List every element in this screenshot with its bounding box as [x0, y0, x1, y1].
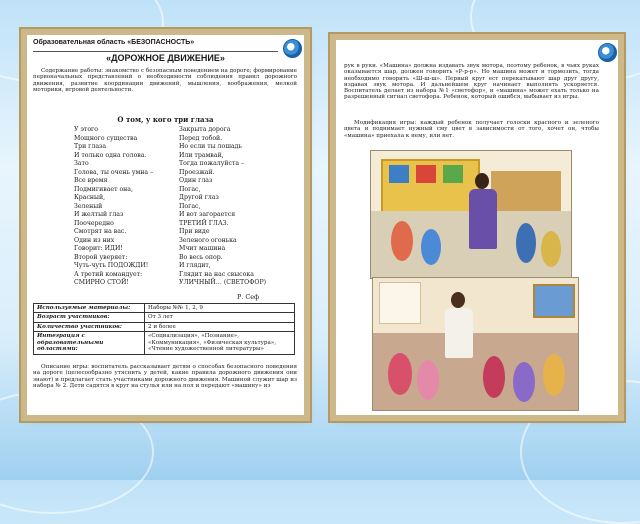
poem-line: Мчит машина [179, 245, 226, 252]
table-row [34, 332, 295, 354]
poem-line: Проезжай. [179, 168, 215, 176]
poem-line: Во весь опор. [179, 253, 223, 261]
poem-line: Погас, [179, 202, 201, 210]
child-figure [543, 354, 565, 396]
left-page [27, 35, 304, 415]
child-figure [421, 229, 441, 265]
poem-line: Другой глаз [179, 194, 219, 201]
poem-line: У этого [74, 126, 99, 133]
poem-line: СМИРНО СТОЙ! [74, 279, 129, 286]
logo-icon [598, 43, 617, 62]
poem-line: И вот загорается [179, 211, 236, 218]
teacher-body [469, 189, 497, 249]
poem-line: Чуть-чуть ПОДОЖДИ! [74, 262, 149, 269]
poem-line: Один глаз [179, 177, 213, 184]
window-shape [379, 282, 421, 324]
table-value: Наборы №№ 1, 2, 9 [145, 304, 295, 313]
poem-line: Поочередно [74, 219, 114, 227]
game-title: «ДОРОЖНОЕ ДВИЖЕНИЕ» [106, 53, 225, 63]
poem-line: А третий командует: [74, 270, 143, 278]
activity-photo [372, 277, 579, 411]
description-text: Содержание работы: знакомство с безопасным поведением на дороге; формирование первоначальных представлений о необходимости соблюдения правил дорожного движения, развитие координации движений, мышления, воображения, мелкой моторики, игровой деятельности. [33, 68, 297, 93]
table-key: Возраст участников: [34, 313, 145, 322]
poem-line: Глядит на нас свысока [179, 270, 254, 278]
poem-line: Закрыта дорога [179, 126, 231, 133]
right-page [336, 40, 618, 415]
table-value: «Социализация», «Познание», «Коммуникация», «Физическая культура», «Чтение художественной литературы» [145, 332, 295, 354]
poem-line: Зеленого огонька [179, 236, 237, 244]
shelf-shape [389, 165, 409, 183]
poem-line: Но если ты лошадь [179, 143, 242, 150]
game-description-text: Описание игры: воспитатель рассказывает детям о способах безопасного поведения на дороге (целесообразно утяснить у детей, какие правила дорожного движения они знают) и предлагает стать участниками дорожного движения. Машиной служит шар из набора № 2. Дети садятся в круг на стулья или на пол и передают «машину» из [33, 364, 297, 389]
table-key: Используемые материалы: [34, 304, 145, 313]
child-figure [391, 221, 413, 261]
child-figure [417, 360, 439, 400]
table-value: 2 и более [145, 322, 295, 331]
poem-line: УЛИЧНЫЙ… (СВЕТОФОР) [179, 279, 267, 286]
poem-line: Второй уверяет: [74, 253, 128, 261]
poem-line: Голова, ты очень умна – [74, 168, 154, 176]
poem-line: И только одна голова. [74, 151, 147, 159]
poem-left-column [74, 126, 174, 288]
header-rule [33, 51, 278, 52]
info-table [33, 303, 295, 355]
classroom-photo [370, 150, 572, 279]
shelf-shape [416, 165, 436, 183]
area-title: Образовательная область «БЕЗОПАСНОСТЬ» [33, 39, 195, 46]
teacher-head [475, 173, 489, 189]
poem-line: Говорит: ИДИ! [74, 245, 123, 252]
poem-line: И глядит, [179, 262, 211, 269]
poem-line: Один из них [74, 236, 115, 244]
poem-line: И желтый глаз [74, 211, 124, 218]
poem-line: Зеленый [74, 202, 103, 210]
picture-shape [533, 284, 575, 318]
shelf-shape [443, 165, 463, 183]
poem-line: Мощного существа [74, 134, 138, 142]
poem-line: Зато [74, 160, 89, 167]
child-figure [516, 223, 536, 263]
poem-line: Смотрят на вас. [74, 228, 127, 235]
table-row [34, 313, 295, 322]
poem-line: Или трамвай, [179, 151, 224, 159]
child-figure [541, 231, 561, 267]
poem-line: Все время [74, 177, 108, 184]
table-key: Количество участников: [34, 322, 145, 331]
child-figure [513, 362, 535, 402]
continued-text: рук в руки. «Машина» должна издавать звук мотора, поэтому ребенок, в чьих руках оказывается шар, должен говорить «Р-р-р». Но машина может и тормозить, тогда необходимо говорить «Ш-ш-ш». Первый круг ест перекатывают шар друг другу, издавая звук мотора. И дальнейшем круг начинает выполнять ускоряется. Воспитатель делает из набора №1 «светофор», и «машина» может ехать только на разрешенный сигнал светофора. Ребенок, который ошибся, выбывает из игры. [344, 63, 599, 101]
poem-line: Перед тобой. [179, 134, 223, 142]
poem-line: ТРЕТИЙ ГЛАЗ. [179, 219, 229, 227]
poem-line: Погас, [179, 185, 201, 193]
poem-title: О том, у кого три глаза [117, 115, 214, 124]
poem-line: При виде [179, 228, 210, 235]
table-row [34, 304, 295, 313]
table-row [34, 322, 295, 331]
teacher-head [451, 292, 465, 308]
teacher-body [445, 308, 473, 358]
poem-right-column [179, 126, 297, 288]
table-value: От 3 лет [145, 313, 295, 322]
poem-line: Подмигивает она, [74, 185, 133, 193]
child-figure [388, 353, 412, 395]
poem-line: Красный, [74, 194, 106, 201]
child-figure [483, 356, 505, 398]
poem-line: Три глаза [74, 143, 107, 150]
furniture-shape [491, 171, 561, 211]
table-key: Интеграция с образовательными областями: [34, 332, 145, 354]
poem-author: Р. Сеф [237, 293, 260, 301]
poem-line: Тогда пожалуйста – [179, 160, 245, 167]
modification-text: Модификация игры: каждый ребенок получает голоски красного и зеленого цвета и поднимает нужный сму цвет в зависимости от того, хочет он, чтобы «машина» приехала к нему, или нет. [344, 120, 599, 139]
